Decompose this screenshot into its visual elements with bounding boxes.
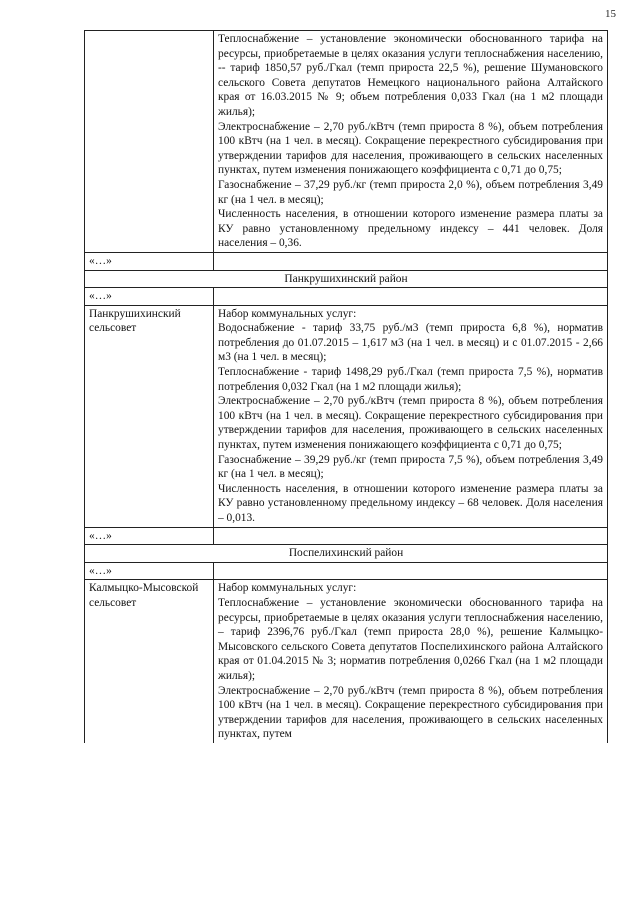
paragraph: Теплоснабжение - тариф 1498,29 руб./Гкал (темп прироста 7,5 %), норматив потребления 0,032 Гкал (на 1 м2 площади жилья); <box>218 366 603 393</box>
paragraph: Газоснабжение – 37,29 руб./кг (темп прироста 2,0 %), объем потребления 3,49 кг (на 1 чел. в месяц); <box>218 178 603 206</box>
table-row <box>85 288 608 306</box>
table-row <box>85 562 608 580</box>
services-cell <box>214 580 608 743</box>
district-row <box>85 545 608 563</box>
paragraph: Электроснабжение – 2,70 руб./кВтч (темп прироста 8 %), объем потребления 100 кВтч (на 1 чел. в месяц). Сокращение перекрестного субсидирования при утверждении тарифов для населения, проживающего в сельских населенных пунктах, путем <box>218 684 603 741</box>
district-row <box>85 270 608 288</box>
ellipsis-cell: «…» <box>85 527 214 545</box>
page-number: 15 <box>605 8 616 20</box>
table-row <box>85 252 608 270</box>
table-row <box>85 31 608 253</box>
paragraph: Водоснабжение - тариф 33,75 руб./м3 (темп прироста 6,8 %), норматив потребления до 01.07.2015 – 1,617 м3 (на 1 чел. в месяц) и с 01.07.2015 - 2,66 м3 (на 1 чел. в месяц); <box>218 322 603 364</box>
table-row <box>85 305 608 527</box>
paragraph: Электроснабжение – 2,70 руб./кВтч (темп прироста 8 %), объем потребления 100 кВтч (на 1 чел. в месяц). Сокращение перекрестного субсидирования при утверждении тарифов для населения, проживающего в сельских населенных пунктах, путем изменения понижающего коэффициента с 0,71 до 0,75; <box>218 120 603 177</box>
ellipsis-cell: «…» <box>85 288 214 306</box>
services-heading: Набор коммунальных услуг: <box>218 307 357 320</box>
paragraph: Электроснабжение – 2,70 руб./кВтч (темп прироста 8 %), объем потребления 100 кВтч (на 1 чел. в месяц). Сокращение перекрестного субсидирования при утверждении тарифов для населения, проживающего в сельских населенных пунктах, путем изменения понижающего коэффициента с 0,71 до 0,75; <box>218 395 603 452</box>
paragraph: Численность населения, в отношении которого изменение размера платы за КУ равно установленному предельному индексу – 68 человек. Доля населения – 0,013. <box>218 482 603 524</box>
ellipsis-cell: «…» <box>85 562 214 580</box>
paragraph: Теплоснабжение – установление экономически обоснованного тарифа на ресурсы, приобретаемые в целях оказания услуги теплоснабжения населению, – тариф 2396,76 руб./Гкал (темп прироста 28,0 %), решение Калмыцко-Мысовского сельского Совета депутатов Поспелихинского района Алтайского края от 01.04.2015 № 3; норматив потребления 0,0266 Гкал (на 1 м2 площади жилья); <box>218 596 603 682</box>
district-heading: Панкрушихинский район <box>85 270 608 288</box>
municipality-cell: Калмыцко-Мысовской сельсовет <box>85 580 214 743</box>
table-row <box>85 580 608 743</box>
paragraph: Газоснабжение – 39,29 руб./кг (темп прироста 7,5 %), объем потребления 3,49 кг (на 1 чел. в месяц); <box>218 453 603 481</box>
municipality-cell: Панкрушихинский сельсовет <box>85 305 214 527</box>
paragraph: Численность населения, в отношении которого изменение размера платы за КУ равно установленному предельному индексу – 441 человек. Доля населения – 0,36. <box>218 208 603 250</box>
services-heading: Набор коммунальных услуг: <box>218 582 357 595</box>
services-cell <box>214 305 608 527</box>
municipality-cell <box>85 31 214 253</box>
services-cell <box>214 31 608 253</box>
ellipsis-cell: «…» <box>85 252 214 270</box>
paragraph: Теплоснабжение – установление экономически обоснованного тарифа на ресурсы, приобретаемые в целях оказания услуги теплоснабжения населению, -- тариф 1850,57 руб./Гкал (темп прироста 22,5 %), решение Шумановского сельского Совета депутатов Немецкого национального района Алтайского края от 16.03.2015 № 9; объем потребления 0,033 Гкал (на 1 м2 площади жилья); <box>218 33 603 118</box>
tariff-table <box>84 30 608 743</box>
table-row <box>85 527 608 545</box>
district-heading: Поспелихинский район <box>85 545 608 563</box>
